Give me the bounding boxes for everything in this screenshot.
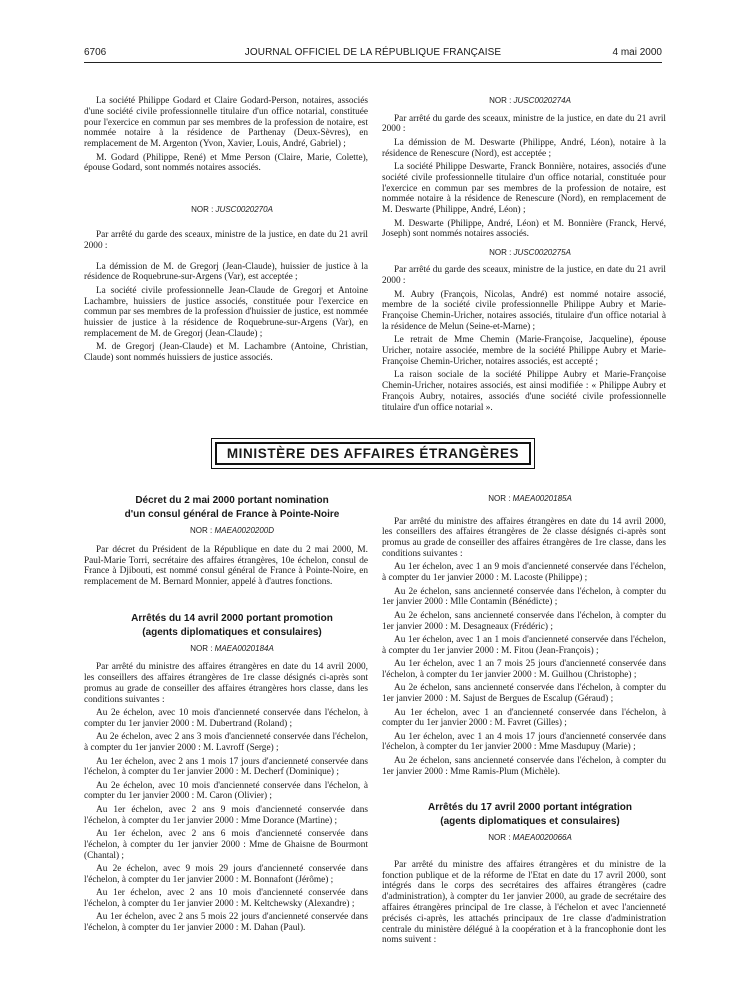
bottom-left-column — [84, 495, 368, 937]
list-item: Au 2e échelon, avec 10 mois d'ancienneté conservée dans l'échelon, à compter du 1er janvier 2000 : M. Caron (Olivier) ; — [84, 780, 368, 802]
list-item: Au 1er échelon, avec 1 an 7 mois 25 jours d'ancienneté conservée dans l'échelon, à compter du 1er janvier 2000 : M. Guilhou (Christophe) ; — [382, 659, 666, 680]
issue-date: 4 mai 2000 — [612, 47, 662, 58]
nor-reference — [84, 526, 368, 536]
list-item: Au 1er échelon, avec 2 ans 1 mois 17 jours d'ancienneté conservée dans l'échelon, à compter du 1er janvier 2000 : M. Decherf (Dominique) ; — [84, 756, 368, 778]
list-item: Au 1er échelon, avec 2 ans 10 mois d'ancienneté conservée dans l'échelon, à compter du 1er janvier 2000 : M. Keltchewsky (Alexandre) ; — [84, 888, 368, 910]
nor-label: NOR : — [488, 833, 511, 843]
paragraph: Par arrêté du ministre des affaires étrangères en date du 14 avril 2000, les conseillers des affaires étrangères de 1re classe désignés ci-après sont promus au grade de conseiller des affaires étrangères hors classe, dans les conditions suivantes : — [84, 662, 368, 705]
paragraph: Le retrait de Mme Chemin (Marie-Françoise, Jacqueline), épouse Uricher, notaire associée, membre de la société Philippe Aubry et Marie-Françoise Chemin-Uricher, notaires associés, est accepté ; — [382, 335, 666, 367]
running-header — [84, 47, 662, 61]
list-item: Au 1er échelon, avec 1 an 9 mois d'ancienneté conservée dans l'échelon, à compter du 1er janvier 2000 : M. Lacoste (Philippe) ; — [382, 562, 666, 584]
paragraph: Par arrêté du garde des sceaux, ministre de la justice, en date du 21 avril 2000 : — [382, 265, 666, 287]
page-number: 6706 — [84, 47, 107, 58]
nor-reference — [382, 833, 666, 843]
ministry-title: MINISTÈRE DES AFFAIRES ÉTRANGÈRES — [215, 442, 531, 465]
nor-label: NOR : — [191, 204, 214, 214]
arrete-title: (agents diplomatiques et consulaires) — [142, 626, 322, 638]
nor-code: JUSC0020275A — [513, 247, 571, 257]
list-item: Au 2e échelon, avec 9 mois 29 jours d'ancienneté conservée dans l'échelon, à compter du 1er janvier 2000 : M. Bonnafont (Jérôme) ; — [84, 864, 368, 885]
list-item: Au 2e échelon, sans ancienneté conservée dans l'échelon, à compter du 1er janvier 2000 : M. Desagneaux (Frédéric) ; — [382, 610, 666, 632]
top-left-column — [84, 96, 368, 367]
list-item: Au 1er échelon, avec 1 an 4 mois 17 jours d'ancienneté conservée dans l'échelon, à compter du 1er janvier 2000 : Mme Masdupuy (Marie) ; — [382, 731, 666, 753]
nor-label: NOR : — [189, 526, 213, 536]
paragraph: M. Aubry (François, Nicolas, André) est nommé notaire associé, membre de la société civile professionnelle Philippe Aubry et Marie-Françoise Chemin-Uricher, notaires associés, titulaire d'un office notarial à la résidence de Melun (Seine-et-Marne) ; — [382, 289, 666, 332]
list-item: Au 2e échelon, avec 10 mois d'ancienneté conservée dans l'échelon, à compter du 1er janvier 2000 : M. Dubertrand (Roland) ; — [84, 708, 368, 729]
nor-code: JUSC0020274A — [513, 96, 571, 105]
nor-code: MAEA0020066A — [512, 833, 572, 843]
list-item: Au 1er échelon, avec 2 ans 5 mois 22 jours d'ancienneté conservée dans l'échelon, à compter du 1er janvier 2000 : M. Dahan (Paul). — [84, 912, 368, 934]
paragraph: La raison sociale de la société Philippe Aubry et Marie-Françoise Chemin-Uricher, notaires associés, est ainsi modifiée : « Philippe Aubry et François Aubry, notaires, associés d'une société civile professionnelle titulaire d'un office notarial ». — [382, 370, 666, 413]
arrete-title: (agents diplomatiques et consulaires) — [440, 816, 620, 828]
decree-title: d'un consul général de France à Pointe-Noire — [124, 509, 340, 521]
arrete-title: Arrêtés du 17 avril 2000 portant intégration — [428, 802, 632, 814]
list-item: Au 2e échelon, sans ancienneté conservée dans l'échelon, à compter du 1er janvier 2000 : M. Sajust de Bergues de Escalup (Géraud) ; — [382, 683, 666, 705]
list-item: Au 1er échelon, avec 1 an d'ancienneté conservée dans l'échelon, à compter du 1er janvier 2000 : M. Favret (Gilles) ; — [382, 707, 666, 729]
paragraph: La société Philippe Deswarte, Franck Bonnière, notaires, associés d'une société civile professionnelle titulaire d'un office notarial, constituée pour l'exercice en commun par ses membres de la profession de notaire, est nommée notaire à la résidence de Renescure (Nord), en remplacement de M. Deswarte (Philippe, André, Léon) ; — [382, 161, 666, 216]
nor-code: JUSC0020270A — [215, 204, 273, 214]
nor-label: NOR : — [489, 247, 512, 257]
nor-label: NOR : — [488, 494, 511, 503]
paragraph: La démission de M. Deswarte (Philippe, André, Léon), notaire à la résidence de Renescure (Nord), est acceptée ; — [382, 137, 666, 159]
paragraph: Par décret du Président de la République en date du 2 mai 2000, M. Paul-Marie Torri, secrétaire des affaires étrangères, 10e échelon, consul de France à Djibouti, est nommé consul général de France à Pointe-Noire, en remplacement de M. Bernard Monnier, appelé à d'autres fonctions. — [84, 544, 368, 588]
list-item: Au 2e échelon, sans ancienneté conservée dans l'échelon, à compter du 1er janvier 2000 : Mlle Contamin (Bénédicte) ; — [382, 586, 666, 608]
top-right-column — [382, 96, 666, 416]
list-item: Au 1er échelon, avec 1 an 1 mois d'ancienneté conservée dans l'échelon, à compter du 1er janvier 2000 : M. Fitou (Jean-François) ; — [382, 634, 666, 656]
paragraph: La société civile professionnelle Jean-Claude de Gregorj et Antoine Lachambre, huissiers de justice associés, constituée pour l'exercice en commun par ses membres de la profession d'huissier de justice, est nommée huissier de justice à la résidence de Roquebrune-sur-Argens (Var), en remplacement de M. de Gregorj (Jean-Claude) ; — [84, 285, 368, 339]
bottom-right-column — [382, 494, 666, 949]
paragraph: Par arrêté du ministre des affaires étrangères en date du 14 avril 2000, les conseillers des affaires étrangères de 2e classe désignés ci-après sont promus au grade de conseiller des affaires étrangères de 1re classe, dans les conditions suivantes : — [382, 516, 666, 559]
nor-reference — [382, 248, 666, 258]
arrete-title: Arrêtés du 14 avril 2000 portant promotion — [131, 612, 333, 624]
decree-title: Décret du 2 mai 2000 portant nomination — [135, 495, 329, 506]
nor-reference — [84, 205, 368, 215]
paragraph: M. Godard (Philippe, René) et Mme Person (Claire, Marie, Colette), épouse Godard, sont nommés notaires associés. — [84, 152, 368, 174]
paragraph: La société Philippe Godard et Claire Godard-Person, notaires, associés d'une société civile professionnelle titulaire d'un office notarial, constituée pour l'exercice en commun par ses membres de la profession de notaire, est nommée notaire à la résidence de Parthenay (Deux-Sèvres), en remplacement de M. Argenton (Yvon, Xavier, Louis, André, Gabriel) ; — [84, 96, 368, 150]
nor-reference — [84, 644, 368, 654]
paragraph: Par arrêté du ministre des affaires étrangères et du ministre de la fonction publique et de la réforme de l'Etat en date du 17 avril 2000, sont intégrés dans le corps des secrétaires des affaires étrangères (cadre d'administration), à compter du 1er janvier 2000, au grade de secrétaire des affaires étrangères principal de 1re classe, à l'échelon et avec l'ancienneté précisés ci-après, les attachés principaux de 1re classe d'administration centrale du ministère délégué à la coopération et à la francophonie dont les noms suivent : — [382, 859, 666, 946]
paragraph: Par arrêté du garde des sceaux, ministre de la justice, en date du 21 avril 2000 : — [382, 113, 666, 135]
paragraph: La démission de M. de Gregorj (Jean-Claude), huissier de justice à la résidence de Roquebrune-sur-Argens (Var), est acceptée ; — [84, 261, 368, 283]
paragraph: Par arrêté du garde des sceaux, ministre de la justice, en date du 21 avril 2000 : — [84, 230, 368, 252]
header-rule — [84, 62, 662, 63]
journal-title: JOURNAL OFFICIEL DE LA RÉPUBLIQUE FRANÇAISE — [244, 47, 502, 58]
paragraph: M. Deswarte (Philippe, André, Léon) et M. Bonnière (Franck, Hervé, Joseph) sont nommés notaires associés. — [382, 218, 666, 240]
nor-label: NOR : — [489, 96, 512, 105]
ministry-banner — [211, 438, 535, 469]
list-item: Au 2e échelon, avec 2 ans 3 mois d'ancienneté conservée dans l'échelon, à compter du 1er janvier 2000 : M. Lavroff (Serge) ; — [84, 732, 368, 754]
list-item: Au 2e échelon, sans ancienneté conservée dans l'échelon, à compter du 1er janvier 2000 : Mme Ramis-Plum (Michèle). — [382, 755, 666, 777]
nor-code: MAEA0020200D — [214, 526, 275, 536]
nor-code: MAEA0020184A — [214, 643, 274, 653]
nor-reference — [382, 494, 666, 504]
nor-reference — [382, 96, 666, 106]
paragraph: M. de Gregorj (Jean-Claude) et M. Lachambre (Antoine, Christian, Claude) sont nommés huissiers de justice associés. — [84, 342, 368, 364]
nor-label: NOR : — [190, 643, 213, 653]
nor-code: MAEA0020185A — [512, 494, 572, 503]
list-item: Au 1er échelon, avec 2 ans 6 mois d'ancienneté conservée dans l'échelon, à compter du 1er janvier 2000 : Mme de Ghaisne de Bourmont (Chantal) ; — [84, 829, 368, 861]
list-item: Au 1er échelon, avec 2 ans 9 mois d'ancienneté conservée dans l'échelon, à compter du 1er janvier 2000 : Mme Dorance (Martine) ; — [84, 804, 368, 826]
